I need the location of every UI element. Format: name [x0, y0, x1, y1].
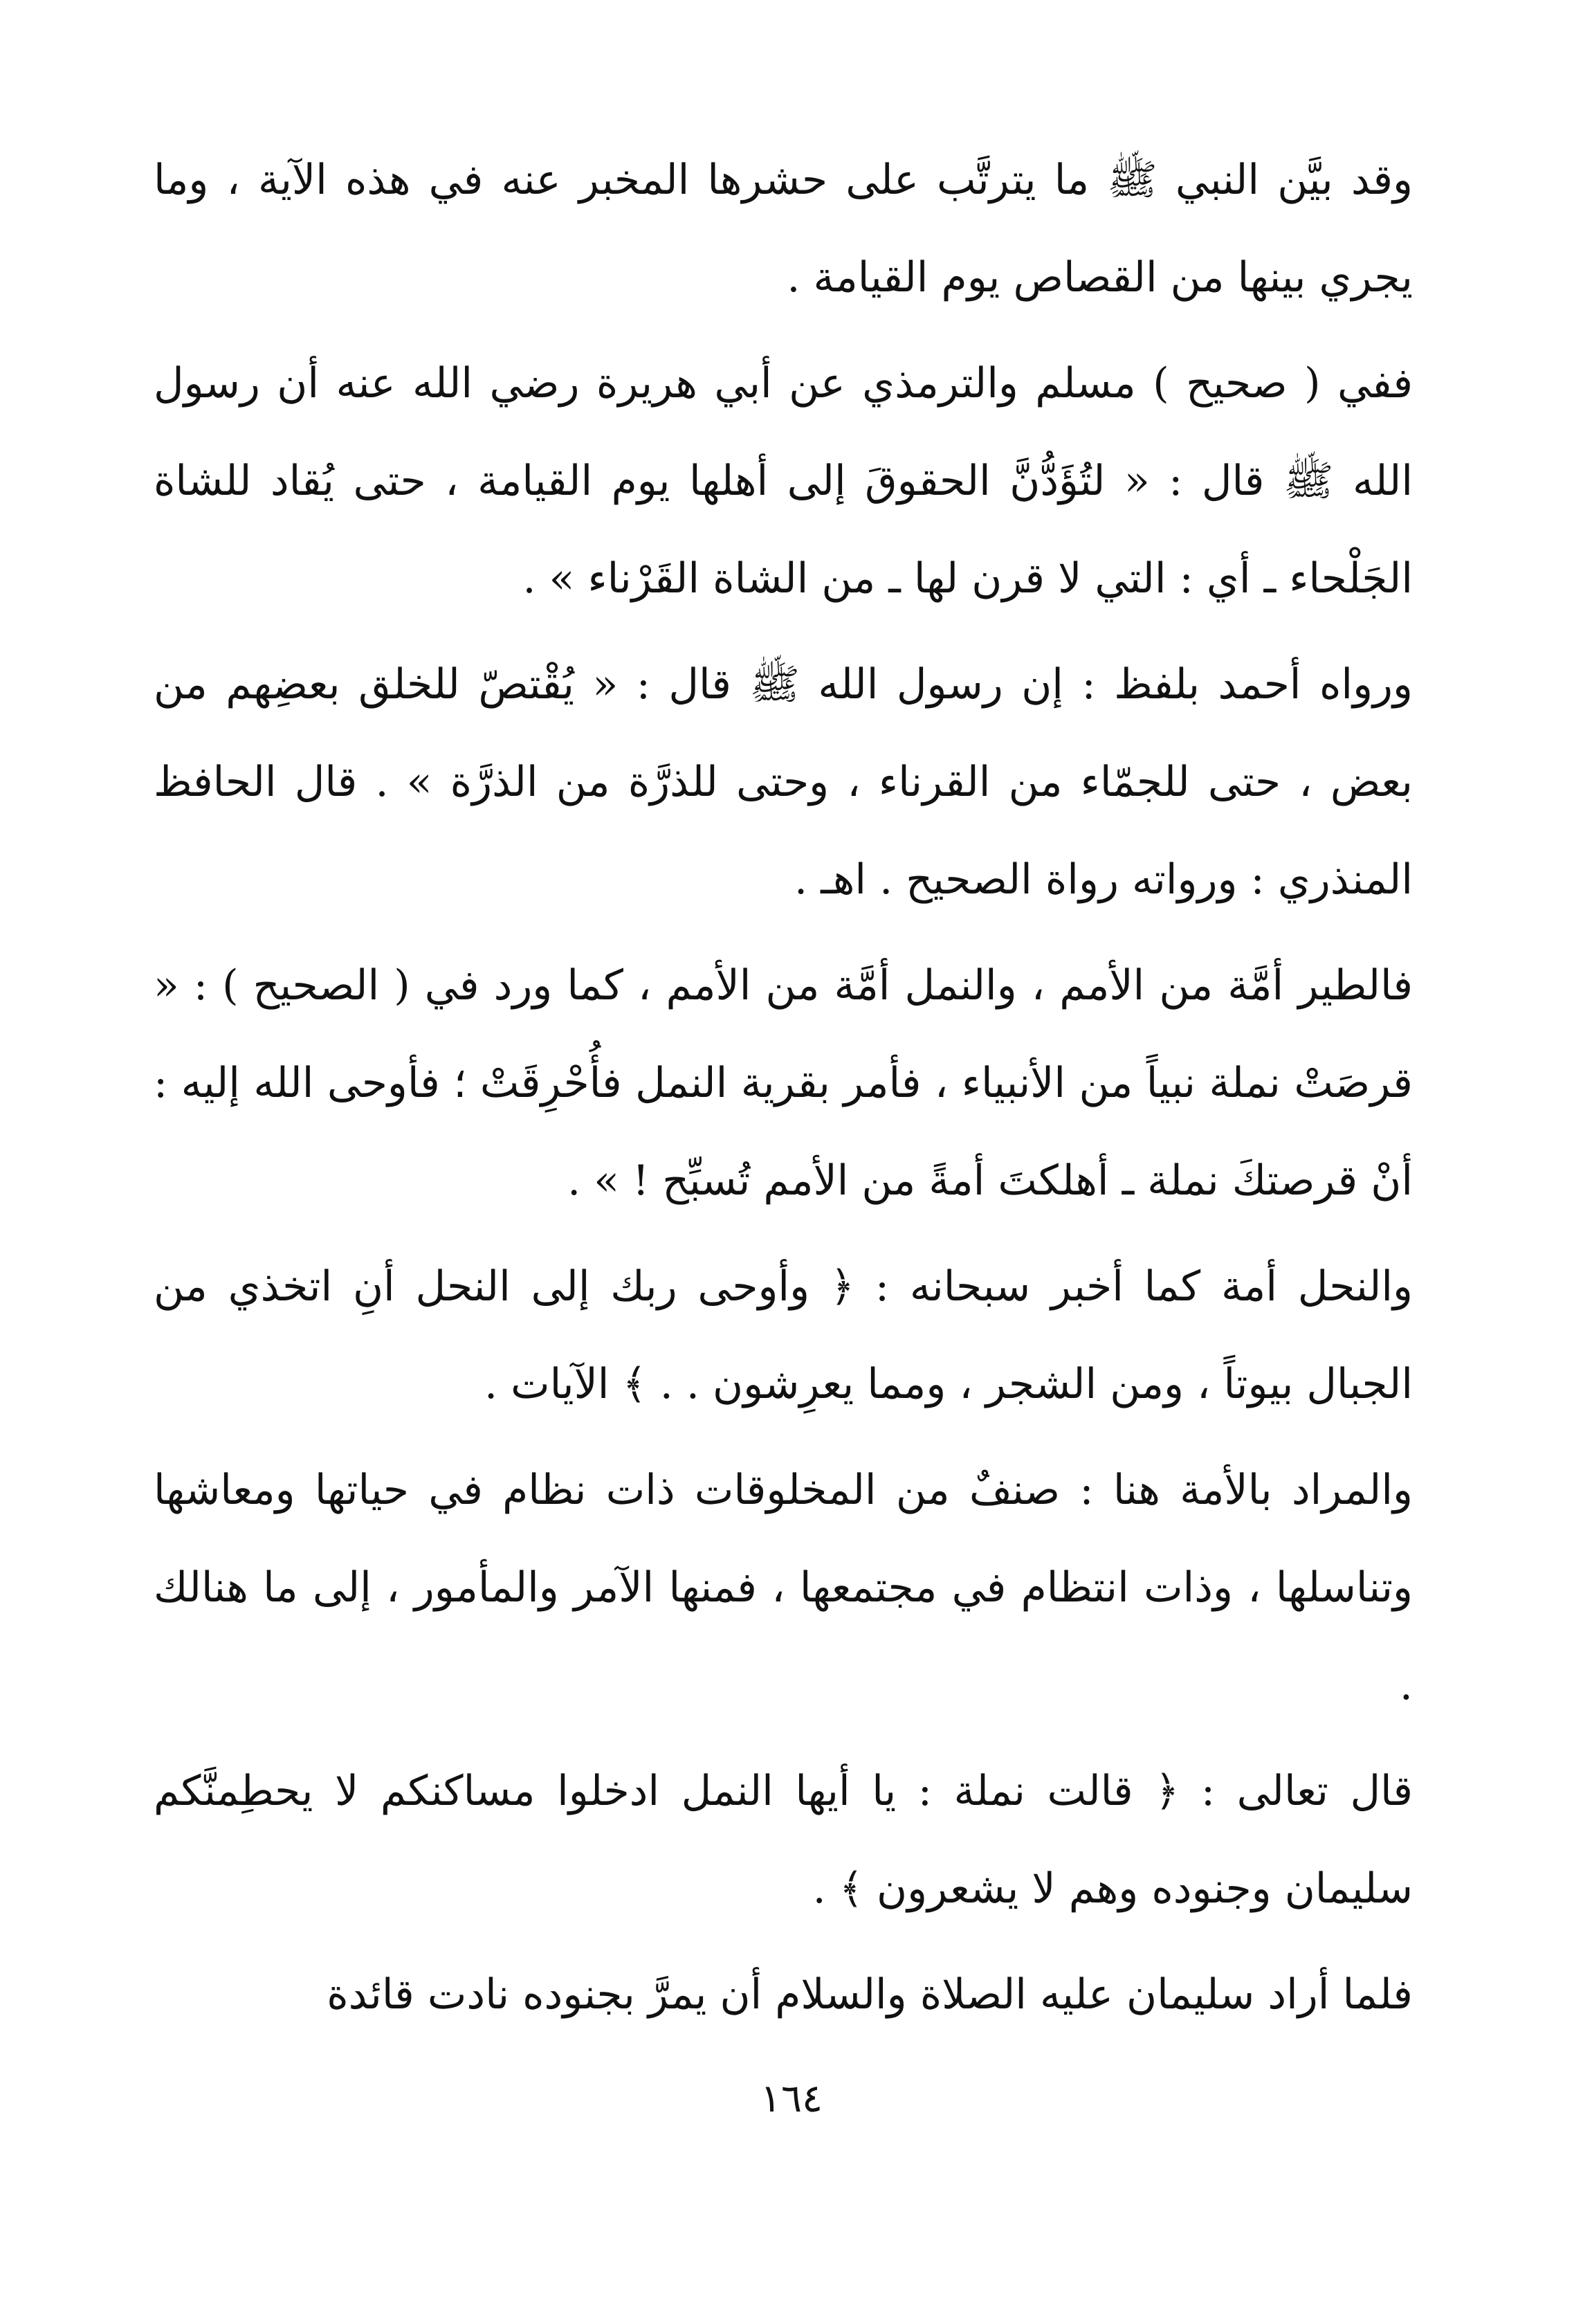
body-text [154, 131, 1413, 2052]
paragraph-6 [154, 1442, 1413, 1734]
paragraph-text: ففي ( صحيح ) مسلم والترمذي عن أبي هريرة رضي الله عنه أن رسول الله ﷺ قال : « لتُؤَدُّنَّ الحقوقَ إلى أهلها يوم القيامة ، حتى يُقاد للشاة الجَلْحاء ـ أي : التي لا قرن لها ـ من الشاة القَرْناء » . [154, 359, 1413, 603]
paragraph-7 [154, 1743, 1413, 1938]
paragraph-2 [154, 335, 1413, 628]
paragraph-4 [154, 937, 1413, 1230]
paragraph-8 [154, 1946, 1413, 2044]
paragraph-text: فالطير أمَّة من الأمم ، والنمل أمَّة من الأمم ، كما ورد في ( الصحيح ) : « قرصَتْ نملة نبياً من الأنبياء ، فأمر بقرية النمل فأُحْرِقَتْ ؛ فأوحى الله إليه : أنْ قرصتكَ نملة ـ أهلكتَ أمةً من الأمم تُسبِّح ! » . [154, 961, 1413, 1205]
paragraph-1 [154, 131, 1413, 327]
paragraph-text: ورواه أحمد بلفظ : إن رسول الله ﷺ قال : « يُقْتصّ للخلق بعضِهم من بعض ، حتى للجمّاء من القرناء ، وحتى للذرَّة من الذرَّة » . قال الحافظ المنذري : ورواته رواة الصحيح . اهـ . [154, 660, 1413, 904]
paragraph-text: قال تعالى : ﴿ قالت نملة : يا أيها النمل ادخلوا مساكنكم لا يحطِمنَّكم سليمان وجنوده وهم لا يشعرون ﴾ . [154, 1767, 1413, 1913]
paragraph-3 [154, 636, 1413, 929]
paragraph-text: والمراد بالأمة هنا : صنفٌ من المخلوقات ذات نظام في حياتها ومعاشها وتناسلها ، وذات انتظام في مجتمعها ، فمنها الآمر والمأمور ، إلى ما هنالك . [154, 1466, 1413, 1709]
page-number: ١٦٤ [760, 2076, 823, 2121]
paragraph-text: والنحل أمة كما أخبر سبحانه : ﴿ وأوحى ربك إلى النحل أنِ اتخذي من الجبال بيوتاً ، ومن الشجر ، ومما يعرِشون . . ﴾ الآيات . [154, 1262, 1413, 1408]
paragraph-5 [154, 1238, 1413, 1433]
paragraph-text: فلما أراد سليمان عليه الصلاة والسلام أن يمرَّ بجنوده نادت قائدة [327, 1970, 1413, 2019]
paragraph-text: وقد بيَّن النبي ﷺ ما يترتَّب على حشرها المخبر عنه في هذه الآية ، وما يجري بينها من القصاص يوم القيامة . [154, 156, 1413, 302]
